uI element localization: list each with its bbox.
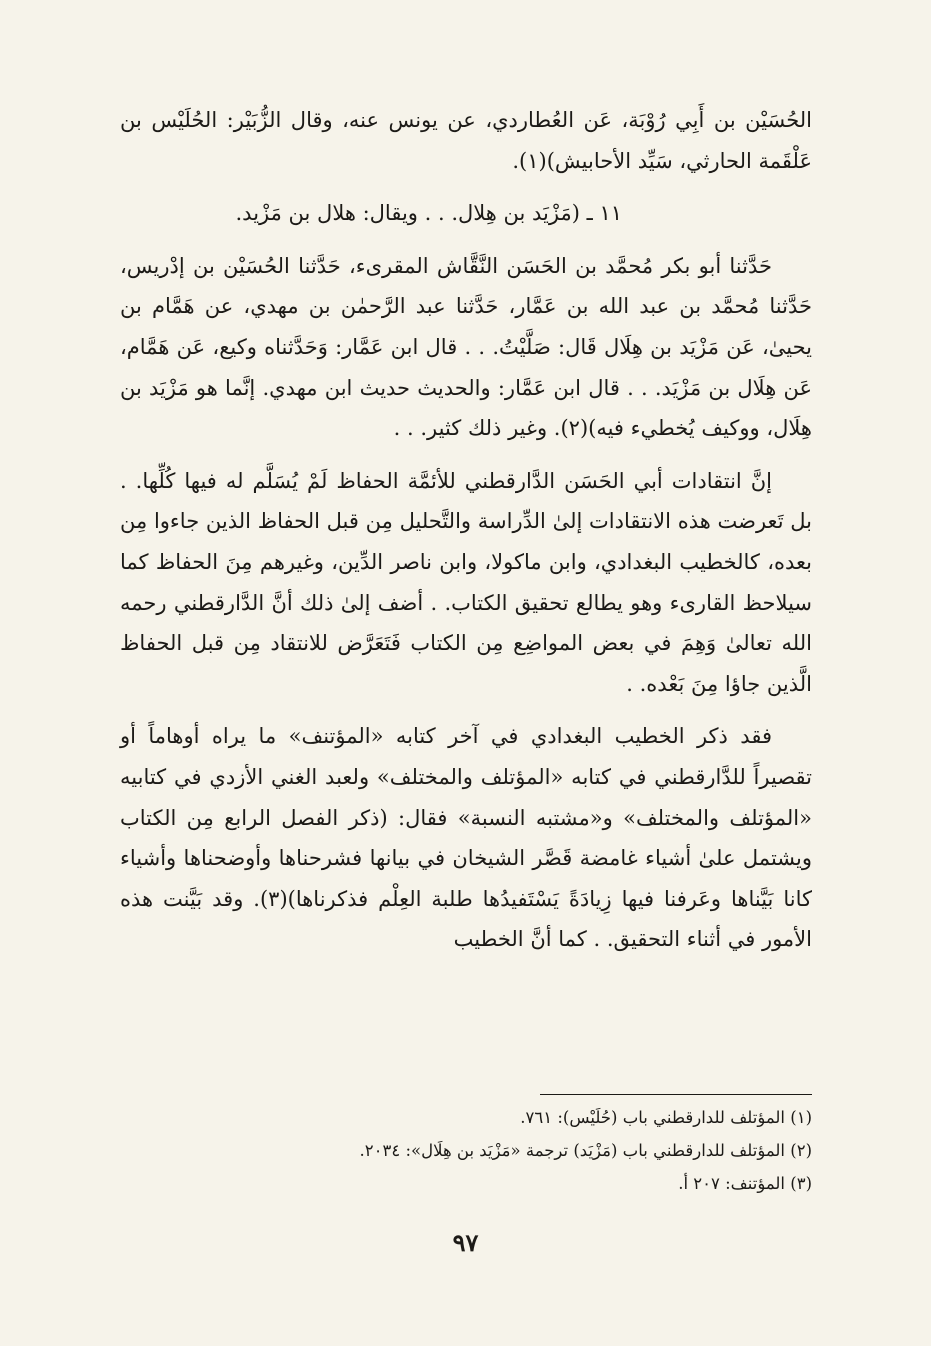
footnotes: [120, 1101, 812, 1200]
footnote-1: (١) المؤتلف للدارقطني باب (حُلَيْس): ٧٦١.: [520, 1108, 812, 1127]
main-text: [120, 100, 812, 972]
paragraph-criticism: إنَّ انتقادات أبي الحَسَن الدَّارقطني للأئمَّة الحفاظ لَمْ يُسَلَّم له فيها كُلِّها. . بل تَعرضت هذه الانتقادات إلىٰ الدِّراسة والتَّحليل مِن قبل الحفاظ الذين جاءوا مِن بعده، كالخطيب البغدادي، وابن ماكولا، وابن ناصر الدِّين، وغيرهم مِنَ الحفاظ كما سيلاحظ القارىء وهو يطالع تحقيق الكتاب. . أضف إلىٰ ذلك أنَّ الدَّارقطني رحمه الله تعالىٰ وَهِمَ في بعض المواضِع مِن الكتاب فَتَعَرَّض للانتقاد مِن قبل الحفاظ الَّذين جاؤا مِنَ بَعْده. .: [120, 468, 812, 696]
paragraph-khatib: فقد ذكر الخطيب البغدادي في آخر كتابه «المؤتنف» ما يراه أوهاماً أو تقصيراً للدَّارقطني في كتابه «المؤتلف والمختلف» ولعبد الغني الأزدي في كتابيه «المؤتلف والمختلف» و«مشتبه النسبة» فقال: (ذكر الفصل الرابع مِن الكتاب ويشتمل علىٰ أشياء غامضة قَصَّر الشيخان في بيانها فشرحناها وأوضحناها وأشياء كانا بَيَّناها وعَرفنا فيها زِيادَةً يَسْتَفيدُها طلبة العِلْم فذكرناها)(٣). وقد بَيَّنت هذه الأمور في أثناء التحقيق. . كما أنَّ الخطيب: [120, 724, 812, 952]
page-number: ٩٧: [452, 1228, 479, 1257]
entry-heading: ١١ ـ (مَزْيَد بن هِلال. . . ويقال: هلال بن مَزْيد.: [235, 201, 622, 226]
paragraph-hadith: حَدَّثنا أبو بكر مُحمَّد بن الحَسَن النَّقَّاش المقرىء، حَدَّثنا الحُسَيْن بن إدْريس، حَدَّثنا مُحمَّد بن عبد الله بن عَمَّار، حَدَّثنا عبد الرَّحمٰن بن مهدي، عن هَمَّام بن يحيىٰ، عَن مَزْيَد بن هِلَال قَال: صَلَّيْتُ. . . قال ابن عَمَّار: وَحَدَّثناه وكيع، عَن هَمَّام، عَن هِلَال بن مَزْيَد. . . قال ابن عَمَّار: والحديث حديث ابن مهدي. إنَّما هو مَزْيَد بن هِلَال، ووكيف يُخطيء فيه)(٢). وغير ذلك كثير. . .: [120, 253, 812, 441]
footnote-2: (٢) المؤتلف للدارقطني باب (مَزْيَد) ترجمة «مَزْيَد بن هِلَال»: ٢٠٣٤.: [359, 1141, 812, 1160]
footnote-3: (٣) المؤتنف: ٢٠٧ أ.: [678, 1174, 812, 1193]
paragraph-continuation: الحُسَيْن بن أَبِي رُوْبَة، عَن العُطاردي، عن يونس عنه، وقال الزُّبَيْر: الحُلَيْس بن عَلْقَمة الحارثي، سَيِّد الأحابيش)(١).: [120, 108, 812, 173]
footnote-separator: [540, 1094, 812, 1095]
